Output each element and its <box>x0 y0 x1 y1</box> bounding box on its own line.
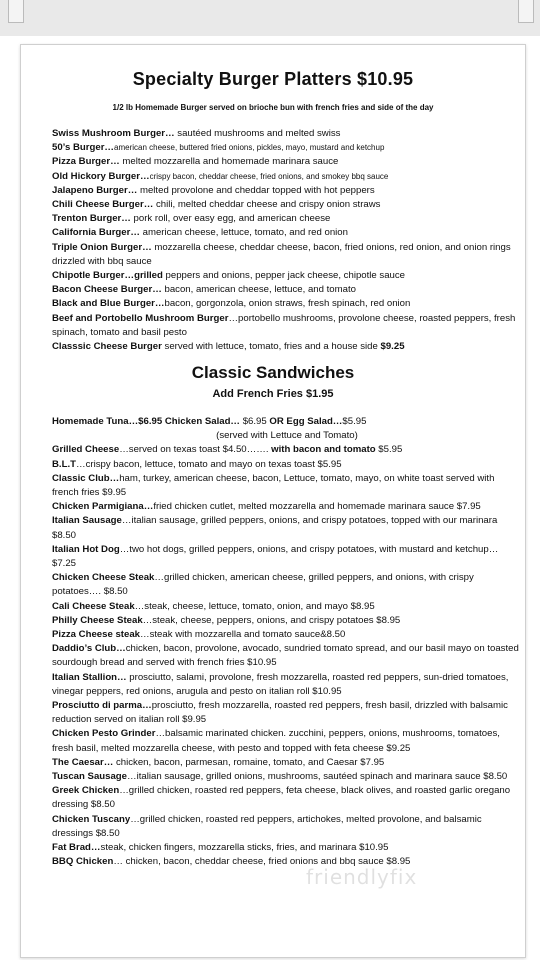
menu-page <box>20 44 526 958</box>
menu-item <box>52 855 522 869</box>
burger-section-subtitle: 1/2 lb Homemade Burger served on brioche bun with french fries and side of the day <box>112 103 434 112</box>
burger-list <box>52 127 522 354</box>
menu-item <box>52 212 522 226</box>
item-desc: …crispy bacon, lettuce, tomato and mayo on texas toast $5.95 <box>75 458 342 470</box>
menu-item <box>52 543 522 571</box>
item-price: $5.95 <box>375 444 403 456</box>
menu-item <box>52 226 522 240</box>
menu-item <box>52 312 522 340</box>
menu-item <box>52 813 522 841</box>
item-name: Chipotle Burger…grilled <box>52 270 163 282</box>
item-desc: sautéed mushrooms and melted swiss <box>174 128 341 139</box>
item-desc: prosciutto, salami, provolone, fresh mozzarella, roasted red peppers, sun-dried tomatoes, vinegar peppers, red onions, arugula and pesto on italian roll $10.95 <box>52 671 509 697</box>
item-desc: american cheese, buttered fried onions, pickles, mayo, mustard and ketchup <box>114 143 385 153</box>
item-name: 50’s Burger… <box>52 142 115 154</box>
menu-item <box>52 756 522 770</box>
item-name: Swiss Mushroom Burger… <box>52 128 175 139</box>
item-price: $9.25 <box>380 341 405 353</box>
item-name: Italian Hot Dog <box>52 543 120 555</box>
item-name: Chicken Cheese Steak <box>52 572 155 584</box>
item-desc: … chicken, bacon, cheddar cheese, fried onions and bbq sauce $8.95 <box>113 856 411 868</box>
item-name: Chicken Parmigiana… <box>52 501 154 513</box>
menu-item <box>52 443 522 457</box>
item-name: California Burger… <box>52 227 140 239</box>
item-name: Fat Brad… <box>52 842 101 854</box>
menu-item <box>52 241 522 269</box>
item-name: Beef and Portobello Mushroom Burger <box>52 312 229 324</box>
tuna-label: Homemade Tuna…$6.95 <box>52 416 163 427</box>
salad-line <box>52 415 522 429</box>
item-desc: fried chicken cutlet, melted mozzarella and homemade marinara sauce $7.95 <box>153 501 481 513</box>
item-name: Pizza Cheese steak <box>52 629 140 641</box>
menu-item <box>52 600 522 614</box>
egg-salad-price: $5.95 <box>342 416 367 427</box>
item-name: B.L.T <box>52 458 76 470</box>
item-name: The Caesar… <box>52 756 114 768</box>
item-desc: …grilled chicken, roasted red peppers, feta cheese, black olives, and roasted garlic oregano dressing $8.50 <box>52 785 511 811</box>
item-name: Classic Club… <box>52 472 120 484</box>
menu-item <box>52 770 522 784</box>
item-desc: …italian sausage, grilled onions, mushrooms, sautéed spinach and marinara sauce $8.50 <box>127 771 508 783</box>
item-name: Daddio’s Club… <box>52 643 126 655</box>
menu-item <box>52 170 522 184</box>
menu-item <box>52 671 522 699</box>
watermark: friendlyfix <box>306 865 418 889</box>
item-name: Old Hickory Burger… <box>52 170 150 182</box>
sandwich-section-subtitle: Add French Fries $1.95 <box>212 388 334 400</box>
sandwich-list <box>52 415 522 870</box>
item-name: Chicken Tuscany <box>52 813 131 825</box>
item-name: BBQ Chicken <box>52 856 114 868</box>
item-desc: chili, melted cheddar cheese and crispy onion straws <box>153 199 381 211</box>
item-desc: melted provolone and cheddar topped with hot peppers <box>137 184 375 196</box>
menu-item <box>52 283 522 297</box>
menu-item <box>52 571 522 599</box>
item-extra: with bacon and tomato <box>271 444 376 456</box>
menu-item <box>52 297 522 311</box>
item-desc: …italian sausage, grilled peppers, onions, and crispy potatoes, topped with our marinara $8.50 <box>52 515 498 541</box>
item-name: Philly Cheese Steak <box>52 614 143 626</box>
item-name: Trenton Burger… <box>52 213 131 225</box>
item-desc: crispy bacon, cheddar cheese, fried onions, and smokey bbq sauce <box>149 171 389 181</box>
item-desc: prosciutto, fresh mozzarella, roasted red peppers, fresh basil, drizzled with balsamic reduction served on italian roll $9.95 <box>52 700 508 726</box>
item-desc: …served on texas toast $4.50……. <box>119 444 272 456</box>
egg-salad-label: OR Egg Salad… <box>269 416 343 427</box>
item-name: Classsic Cheese Burger <box>52 341 162 353</box>
menu-item <box>52 340 522 354</box>
item-desc: steak, chicken fingers, mozzarella sticks, fries, and marinara $10.95 <box>100 842 389 854</box>
item-desc: …steak, cheese, lettuce, tomato, onion, and mayo $8.95 <box>134 600 375 612</box>
item-name: Greek Chicken <box>52 785 120 797</box>
menu-item <box>52 699 522 727</box>
item-name: Italian Sausage <box>52 515 122 527</box>
item-desc: peppers and onions, pepper jack cheese, chipotle sauce <box>162 270 406 282</box>
item-desc: …balsamic marinated chicken. zucchini, peppers, onions, mushrooms, tomatoes, fresh basil, melted mozzarella cheese, with pesto and topped with feta cheese $9.25 <box>52 728 500 754</box>
sandwich-section-title: Classic Sandwiches <box>191 363 355 382</box>
burger-section-title: Specialty Burger Platters $10.95 <box>132 69 414 89</box>
item-name: Cali Cheese Steak <box>52 600 135 612</box>
item-name: Pizza Burger… <box>52 156 120 168</box>
item-desc: …steak, cheese, peppers, onions, and crispy potatoes $8.95 <box>142 614 401 626</box>
item-desc: american cheese, lettuce, tomato, and red onion <box>139 227 348 239</box>
item-desc: …grilled chicken, american cheese, grilled peppers, and onions, with crispy potatoes…. $8.50 <box>52 572 474 598</box>
item-name: Triple Onion Burger… <box>52 241 152 253</box>
item-name: Prosciutto di parma… <box>52 700 152 712</box>
menu-item <box>52 472 522 500</box>
menu-item <box>52 269 522 283</box>
menu-item <box>52 628 522 642</box>
item-desc: chicken, bacon, provolone, avocado, sundried tomato spread, and our basil mayo on toasted sourdough bread and served with french fries $10.95 <box>52 643 519 669</box>
item-name: Grilled Cheese <box>52 444 120 456</box>
menu-item <box>52 514 522 542</box>
item-name: Chicken Pesto Grinder <box>52 728 156 740</box>
menu-item <box>52 841 522 855</box>
menu-item <box>52 127 522 141</box>
item-desc: …portobello mushrooms, provolone cheese, roasted peppers, fresh spinach, tomato and basil pesto <box>52 312 516 338</box>
item-name: Black and Blue Burger… <box>52 298 165 310</box>
menu-item <box>52 642 522 670</box>
item-desc: pork roll, over easy egg, and american cheese <box>130 213 331 225</box>
scroll-icon[interactable] <box>518 0 534 23</box>
item-desc: bacon, gorgonzola, onion straws, fresh spinach, red onion <box>164 298 411 310</box>
item-desc: bacon, american cheese, lettuce, and tomato <box>161 284 356 296</box>
item-desc: …grilled chicken, roasted red peppers, artichokes, melted provolone, and balsamic dressings $8.50 <box>52 813 482 839</box>
item-desc: served with lettuce, tomato, fries and a house side <box>161 341 381 353</box>
menu-item <box>52 727 522 755</box>
menu-item <box>52 141 522 155</box>
item-desc: melted mozzarella and homemade marinara sauce <box>119 156 339 168</box>
top-bar <box>0 0 540 36</box>
menu-item <box>52 614 522 628</box>
item-desc: chicken, bacon, parmesan, romaine, tomato, and Caesar $7.95 <box>113 756 385 768</box>
menu-item <box>52 458 522 472</box>
menu-item <box>52 784 522 812</box>
item-name: Tuscan Sausage <box>52 771 128 783</box>
salad-note: (served with Lettuce and Tomato) <box>216 430 358 442</box>
chicken-salad-label: Chicken Salad… <box>162 416 241 427</box>
menu-item <box>52 155 522 169</box>
item-name: Italian Stallion… <box>52 671 127 683</box>
menu-item <box>52 198 522 212</box>
item-name: Jalapeno Burger… <box>52 184 138 196</box>
close-icon[interactable] <box>8 0 24 23</box>
item-name: Chili Cheese Burger… <box>52 199 154 211</box>
item-name: Bacon Cheese Burger… <box>52 284 162 296</box>
item-desc: ham, turkey, american cheese, bacon, Lettuce, tomato, mayo, on white toast served with french fries $9.95 <box>52 472 495 499</box>
item-desc: …two hot dogs, grilled peppers, onions, and crispy potatoes, with mustard and ketchup… $7.25 <box>52 543 499 570</box>
item-desc: mozzarella cheese, cheddar cheese, bacon, fried onions, red onion, and onion rings drizzled with bbq sauce <box>52 241 511 267</box>
item-desc: …steak with mozzarella and tomato sauce&8.50 <box>140 629 346 641</box>
chicken-salad-price: $6.95 <box>240 416 270 427</box>
menu-item <box>52 500 522 514</box>
menu-item <box>52 184 522 198</box>
